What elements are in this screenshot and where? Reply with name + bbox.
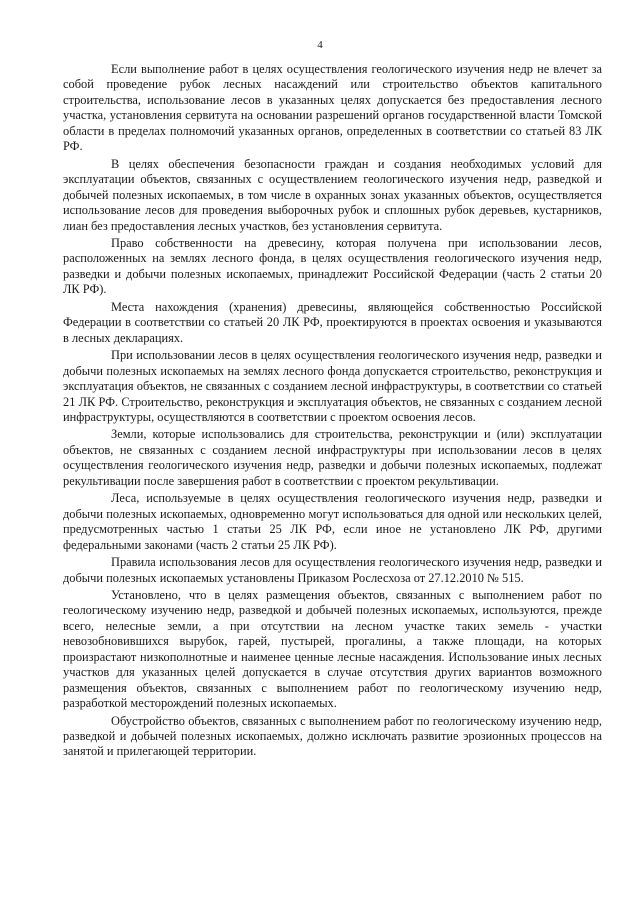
paragraph-land-reclamation: Земли, которые использовались для строительства, реконструкции и (или) эксплуатации объектов, не связанных с созданием лесной инфраструктуры при использовании лесов в целях осуществления геологического изучения недр, разведки и добычи полезных ископаемых, подлежат рекультивации после завершения работ в соответствии с проектом рекультивации. [63,427,602,488]
paragraph-multiple-use: Леса, используемые в целях осуществления геологического изучения недр, разведки и добычи полезных ископаемых, одновременно могут использоваться для одной или нескольких целей, предусмотренных частью 1 статьи 25 ЛК РФ, если иное не установлено ЛК РФ, другими федеральными законами (часть 2 статьи 25 ЛК РФ). [63,491,602,552]
paragraph-usage-rules: Правила использования лесов для осуществления геологического изучения недр, разведки и добычи полезных ископаемых установлены Приказом Рослесхоза от 27.12.2010 № 515. [63,555,602,585]
paragraph-safety-felling: В целях обеспечения безопасности граждан и создания необходимых условий для эксплуатации объектов, связанных с осуществлением геологического изучения недр, разведкой и добычей полезных ископаемых, в том числе в охранных зонах указанных объектов, осуществляется использование лесов для проведения выборочных рубок и сплошных рубок деревьев, кустарников, лиан без предоставления лесных участков, без установления сервитута. [63,156,602,233]
paragraph-erosion-prevention: Обустройство объектов, связанных с выполнением работ по геологическому изучению недр, разведкой и добычей полезных ископаемых, должно исключать развитие эрозионных процессов на занятой и прилегающей территории. [63,713,602,759]
paragraph-timber-storage: Места нахождения (хранения) древесины, являющейся собственностью Российской Федерации в соответствии со статьей 20 ЛК РФ, проектируются в проектах освоения и указываются в лесных декларациях. [63,299,602,345]
document-body [63,62,602,762]
paragraph-placement-priority: Установлено, что в целях размещения объектов, связанных с выполнением работ по геологическому изучению недр, разведкой и добычей полезных ископаемых, используются, прежде всего, нелесные земли, а при отсутствии на лесном участке таких земель - участки невозобновившихся вырубок, гарей, пустырей, прогалины, а также площади, на которых произрастают низкополнотные и наименее ценные лесные насаждения. Использование иных лесных участков для указанных целей допускается в случае отсутствия других вариантов возможного размещения объектов, связанных с выполнением работ по геологическому изучению недр, разработкой месторождений полезных ископаемых. [63,587,602,711]
paragraph-exploration-without-plot: Если выполнение работ в целях осуществления геологического изучения недр не влечет за собой проведение рубок лесных насаждений или строительство объектов капитального строительства, использование лесов в указанных целях допускается без предоставления лесного участка, установления сервитута на основании разрешений органов государственной власти Томской области в пределах полномочий указанных органов, определенных в соответствии со статьей 83 ЛК РФ. [63,62,602,154]
paragraph-non-forest-construction: При использовании лесов в целях осуществления геологического изучения недр, разведки и добычи полезных ископаемых на землях лесного фонда допускается строительство, реконструкция и эксплуатация объектов, не связанных с созданием лесной инфраструктуры, в соответствии со статьей 21 ЛК РФ. Строительство, реконструкция и эксплуатация объектов, не связанных с созданием лесной инфраструктуры, осуществляются в соответствии с проектом освоения лесов. [63,348,602,424]
paragraph-timber-ownership: Право собственности на древесину, которая получена при использовании лесов, расположенных на землях лесного фонда, в целях осуществления геологического изучения недр, разведки и добычи полезных ископаемых, принадлежит Российской Федерации (часть 2 статьи 20 ЛК РФ). [63,235,602,297]
page-number: 4 [317,39,323,51]
